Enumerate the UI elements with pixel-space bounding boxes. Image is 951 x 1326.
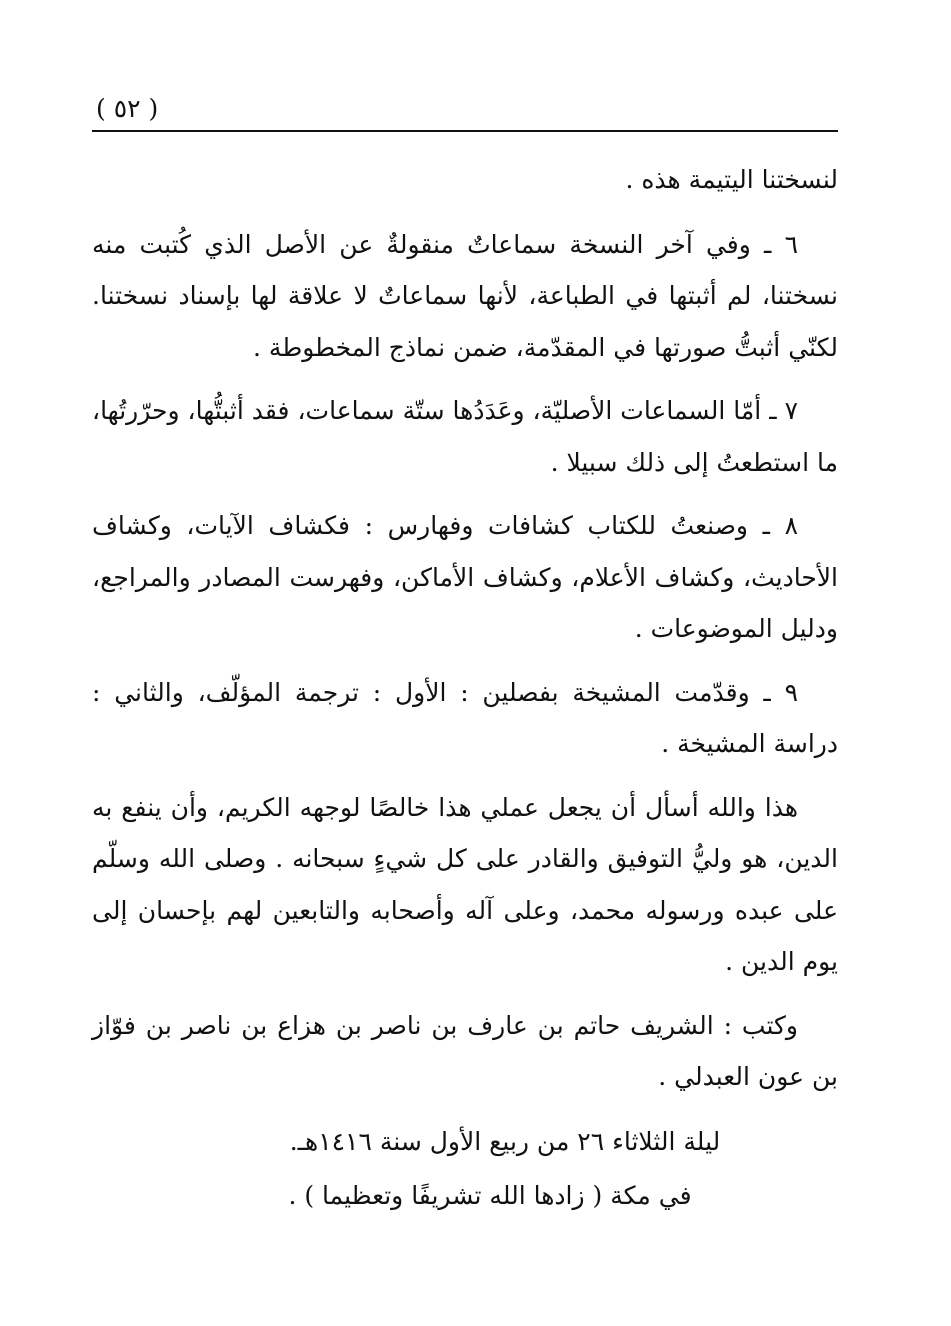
- paragraph-item-8: ٨ ـ وصنعتُ للكتاب كشافات وفهارس : فكشاف الآيات، وكشاف الأحاديث، وكشاف الأعلام، وكشاف الأماكن، وفهرست المصادر والمراجع، ودليل الموضوعات .: [92, 511, 838, 643]
- page-number: ( ٥٢ ): [96, 94, 159, 123]
- date-block: [92, 1115, 838, 1223]
- place-line: في مكة ( زادها الله تشريفًا وتعظيما ) .: [288, 1180, 692, 1210]
- paragraph-item-7: ٧ ـ أمّا السماعات الأصليّة، وعَدَدُها ستّة سماعات، فقد أثبتُّها، وحرّرتُها، ما استطعتُ إلى ذلك سبيلا .: [92, 396, 838, 477]
- paragraph-closing-prayer: هذا والله أسأل أن يجعل عملي هذا خالصًا لوجهه الكريم، وأن ينفع به الدين، هو وليُّ التوفيق والقادر على كل شيءٍ سبحانه . وصلى الله وسلّم على عبده ورسوله محمد، وعلى آله وأصحابه والتابعين لهم بإحسان إلى يوم الدين .: [92, 792, 838, 976]
- body-text: [92, 154, 838, 1103]
- paragraph-signature: وكتب : الشريف حاتم بن عارف بن ناصر بن هزاع بن ناصر بن فوّاز بن عون العبدلي .: [92, 1010, 838, 1091]
- paragraph-item-6: ٦ ـ وفي آخر النسخة سماعاتٌ منقولةٌ عن الأصل الذي كُتبت منه نسختنا، لم أثبتها في الطباعة، لأنها سماعاتٌ لا علاقة لها بإسناد نسختنا. لكنّي أثبتُّ صورتها في المقدّمة، ضمن نماذج المخطوطة .: [92, 229, 838, 362]
- paragraph-continuation: لنسختنا اليتيمة هذه .: [625, 165, 838, 194]
- paragraph-item-9: ٩ ـ وقدّمت المشيخة بفصلين : الأول : ترجمة المؤلّف، والثاني : دراسة المشيخة .: [92, 677, 838, 758]
- date-line: ليلة الثلاثاء ٢٦ من ربيع الأول سنة ١٤١٦هـ.: [289, 1126, 721, 1156]
- document-page: [92, 92, 838, 1223]
- page-header: [92, 92, 838, 132]
